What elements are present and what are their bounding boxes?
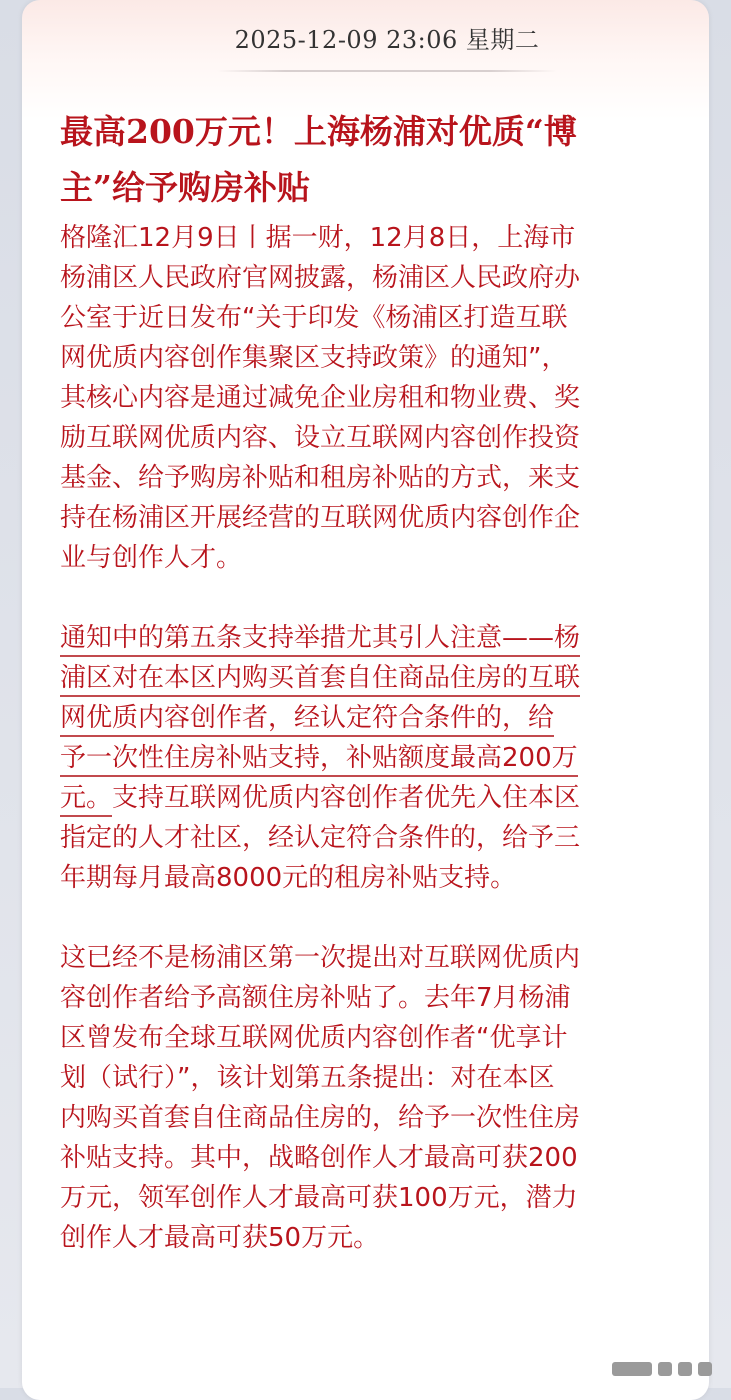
text-line: 划（试行）”，该计划第五条提出：对在本区 [60,1063,555,1093]
text-line: 内购买首套自住商品住房的，给予一次性住房 [60,1103,581,1133]
text-line: 持在杨浦区开展经营的互联网优质内容创作企 [60,503,581,533]
indicator-dot [698,1362,712,1376]
image-page-indicator[interactable] [612,1358,712,1380]
article-title [60,104,680,216]
text-line: 补贴支持。其中，战略创作人才最高可获200 [60,1143,578,1173]
text-line: 指定的人才社区，经认定符合条件的，给予三 [60,823,581,853]
underlined-text: 网优质内容创作者，经认定符合条件的，给 [60,703,554,737]
indicator-bar [612,1362,652,1376]
underlined-text: 元。 [60,783,112,817]
text-line: 区曾发布全球互联网优质内容创作者“优享计 [60,1023,568,1053]
date-divider [217,70,557,72]
paragraph-3 [60,938,676,1258]
underlined-text: 通知中的第五条支持举措尤其引人注意——杨 [60,623,580,657]
text-line: 年期每月最高8000元的租房补贴支持。 [60,863,517,893]
text-segment: 支持互联网优质内容创作者优先入住本区 [112,783,581,813]
text-line: 格隆汇12月9日丨据一财，12月8日，上海市 [60,223,576,253]
paragraph-2 [60,618,676,898]
text-line: 杨浦区人民政府官网披露，杨浦区人民政府办 [60,263,581,293]
underlined-text: 浦区对在本区内购买首套自住商品住房的互联 [60,663,580,697]
text-line: 业与创作人才。 [60,543,243,573]
text-line: 其核心内容是通过减免企业房租和物业费、奖 [60,383,581,413]
paragraph-1 [60,218,676,578]
text-line: 容创作者给予高额住房补贴了。去年7月杨浦 [60,983,571,1013]
article-body [60,218,676,1298]
text-line: 基金、给予购房补贴和租房补贴的方式，来支 [60,463,581,493]
post-datetime: 2025-12-09 23:06 星期二 [234,26,540,54]
title-line: 主”给予购房补贴 [60,168,310,207]
date-header [207,12,567,72]
indicator-dot [678,1362,692,1376]
underlined-text: 予一次性住房补贴支持，补贴额度最高200万 [60,743,578,777]
text-line: 公室于近日发布“关于印发《杨浦区打造互联 [60,303,568,333]
text-line: 励互联网优质内容、设立互联网内容创作投资 [60,423,581,453]
indicator-dot [658,1362,672,1376]
text-line: 网优质内容创作集聚区支持政策》的通知”， [60,343,568,373]
title-line: 最高200万元！上海杨浦对优质“博 [60,112,577,151]
text-line: 这已经不是杨浦区第一次提出对互联网优质内 [60,943,581,973]
text-line: 创作人才最高可获50万元。 [60,1223,380,1253]
text-line: 万元，领军创作人才最高可获100万元，潜力 [60,1183,578,1213]
